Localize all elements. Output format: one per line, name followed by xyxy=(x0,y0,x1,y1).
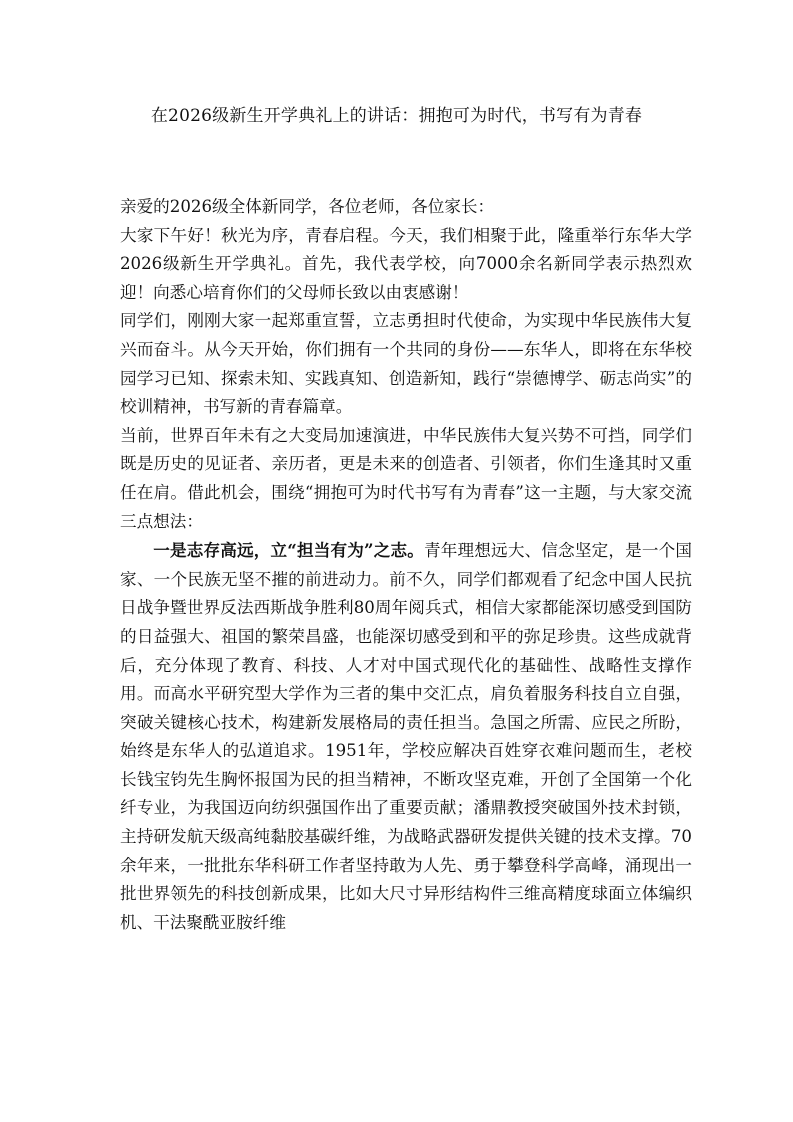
document-body xyxy=(120,193,692,937)
paragraph-point-1 xyxy=(120,536,692,937)
paragraph-oath: 同学们，刚刚大家一起郑重宣誓，立志勇担时代使命，为实现中华民族伟大复兴而奋斗。从今天开始，你们拥有一个共同的身份——东华人，即将在东华校园学习已知、探索未知、实践真知、创造新知，践行“崇德博学、砺志尚实”的校训精神，书写新的青春篇章。 xyxy=(120,311,692,417)
document-title: 在2026级新生开学典礼上的讲话：拥抱可为时代，书写有为青春 xyxy=(150,106,643,126)
point-1-heading: 一是志存高远，立“担当有为”之志。 xyxy=(153,540,425,561)
paragraph-welcome: 大家下午好！秋光为序，青春启程。今天，我们相聚于此，隆重举行东华大学2026级新生开学典礼。首先，我代表学校，向7000余名新同学表示热烈欢迎！向悉心培育你们的父母师长致以由衷感谢！ xyxy=(120,225,692,302)
greeting-line: 亲爱的2026级全体新同学，各位老师，各位家长： xyxy=(120,197,495,216)
point-1-text: 青年理想远大、信念坚定，是一个国家、一个民族无坚不摧的前进动力。前不久，同学们都观看了纪念中国人民抗日战争暨世界反法西斯战争胜利80周年阅兵式，相信大家都能深切感受到国防的日益强大、祖国的繁荣昌盛，也能深切感受到和平的弥足珍贵。这些成就背后，充分体现了教育、科技、人才对中国式现代化的基础性、战略性支撑作用。而高水平研究型大学作为三者的集中交汇点，肩负着服务科技自立自强，突破关键核心技术，构建新发展格局的责任担当。急国之所需、应民之所盼，始终是东华人的弘道追求。1951年，学校应解决百姓穿衣难问题而生，老校长钱宝钧先生胸怀报国为民的担当精神，不断攻坚克难，开创了全国第一个化纤专业，为我国迈向纺织强国作出了重要贡献；潘鼎教授突破国外技术封锁，主持研发航天级高纯黏胶基碳纤维，为战略武器研发提供关键的技术支撑。70余年来，一批批东华科研工作者坚持敢为人先、勇于攀登科学高峰，涌现出一批世界领先的科技创新成果，比如大尺寸异形结构件三维高精度球面立体编织机、干法聚酰亚胺纤维 xyxy=(120,541,693,932)
paragraph-context: 当前，世界百年未有之大变局加速演进，中华民族伟大复兴势不可挡，同学们既是历史的见证者、亲历者，更是未来的创造者、引领者，你们生逢其时又重任在肩。借此机会，围绕“拥抱可为时代书写有为青春”这一主题，与大家交流三点想法： xyxy=(120,425,692,531)
